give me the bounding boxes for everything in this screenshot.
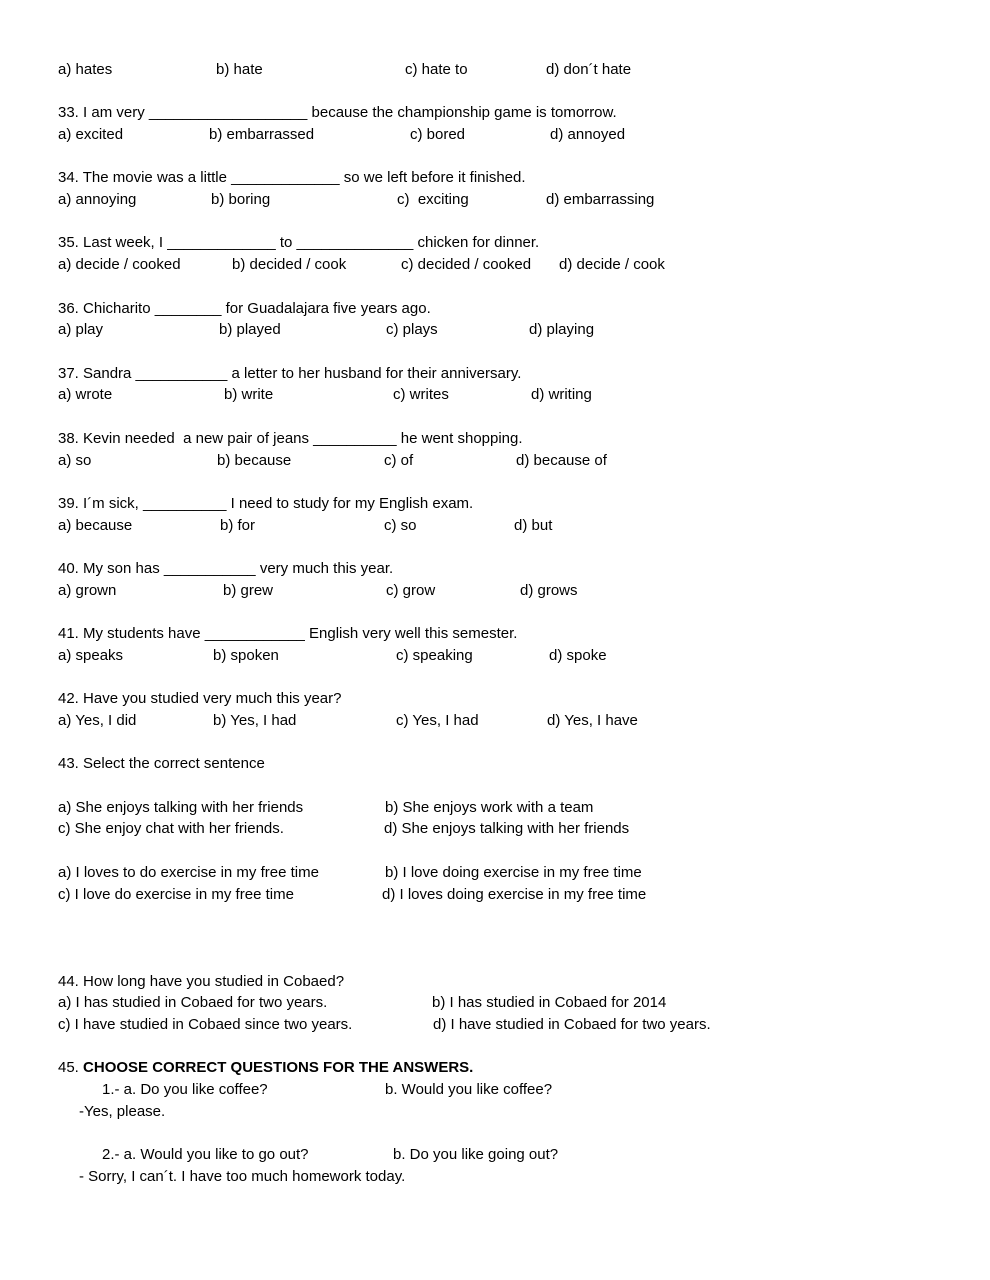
- q35-option-a: a) decide / cooked: [58, 256, 181, 273]
- q41-option-c: c) speaking: [396, 647, 473, 664]
- q41-option-d: d) spoke: [549, 647, 607, 664]
- q39-option-b: b) for: [220, 517, 256, 534]
- q44-option-c: c) I have studied in Cobaed since two years.: [58, 1016, 353, 1033]
- q37-option-a: a) wrote: [58, 386, 113, 403]
- q45-item1-answer: -Yes, please.: [79, 1103, 166, 1120]
- q45-item2-answer: - Sorry, I can´t. I have too much homework today.: [79, 1168, 406, 1185]
- q39-option-c: c) so: [384, 517, 417, 534]
- q42-option-b: b) Yes, I had: [213, 712, 297, 729]
- q36-option-b: b) played: [219, 321, 281, 338]
- q42-option-c: c) Yes, I had: [396, 712, 479, 729]
- q40-option-d: d) grows: [520, 582, 578, 599]
- q40-option-c: c) grow: [386, 582, 436, 599]
- q35-stem: 35. Last week, I _____________ to ______________ chicken for dinner.: [58, 234, 540, 251]
- q33-option-d: d) annoyed: [550, 126, 626, 143]
- q43-set2-option-b: b) I love doing exercise in my free time: [385, 864, 642, 881]
- q36-stem: 36. Chicharito ________ for Guadalajara five years ago.: [58, 300, 431, 317]
- q41-stem: 41. My students have ____________ English very well this semester.: [58, 625, 518, 642]
- q44-option-b: b) I has studied in Cobaed for 2014: [432, 994, 667, 1011]
- q45-item2-option-a: 2.- a. Would you like to go out?: [102, 1146, 309, 1163]
- q38-stem: 38. Kevin needed a new pair of jeans __________ he went shopping.: [58, 430, 523, 447]
- q36-option-a: a) play: [58, 321, 104, 338]
- q38-option-a: a) so: [58, 452, 92, 469]
- q45-number: 45.: [58, 1059, 79, 1076]
- q37-stem: 37. Sandra ___________ a letter to her husband for their anniversary.: [58, 365, 522, 382]
- q44-option-d: d) I have studied in Cobaed for two years.: [433, 1016, 711, 1033]
- q37-option-c: c) writes: [393, 386, 449, 403]
- q41-option-a: a) speaks: [58, 647, 124, 664]
- q35-option-b: b) decided / cook: [232, 256, 347, 273]
- q43-set1-option-d: d) She enjoys talking with her friends: [384, 820, 630, 837]
- q35-option-d: d) decide / cook: [559, 256, 665, 273]
- q39-option-d: d) but: [514, 517, 553, 534]
- q40-option-b: b) grew: [223, 582, 274, 599]
- q45-item2-option-b: b. Do you like going out?: [393, 1146, 559, 1163]
- q40-option-a: a) grown: [58, 582, 117, 599]
- q34-option-a: a) annoying: [58, 191, 137, 208]
- q37-option-b: b) write: [224, 386, 274, 403]
- q35-option-c: c) decided / cooked: [401, 256, 532, 273]
- q41-option-b: b) spoken: [213, 647, 279, 664]
- q32-option-d: d) don´t hate: [546, 61, 632, 78]
- q32-option-c: c) hate to: [405, 61, 468, 78]
- q45-title: CHOOSE CORRECT QUESTIONS FOR THE ANSWERS.: [83, 1059, 474, 1076]
- q40-stem: 40. My son has ___________ very much this year.: [58, 560, 394, 577]
- q45-item1-option-a: 1.- a. Do you like coffee?: [102, 1081, 268, 1098]
- q38-option-b: b) because: [217, 452, 292, 469]
- q42-option-a: a) Yes, I did: [58, 712, 137, 729]
- q37-option-d: d) writing: [531, 386, 592, 403]
- q33-option-b: b) embarrassed: [209, 126, 315, 143]
- q42-stem: 42. Have you studied very much this year?: [58, 690, 342, 707]
- q32-option-b: b) hate: [216, 61, 263, 78]
- q38-option-c: c) of: [384, 452, 414, 469]
- q34-option-c: c) exciting: [397, 191, 469, 208]
- q43-set1-option-a: a) She enjoys talking with her friends: [58, 799, 304, 816]
- q34-option-d: d) embarrassing: [546, 191, 655, 208]
- q34-stem: 34. The movie was a little _____________ so we left before it finished.: [58, 169, 526, 186]
- q34-option-b: b) boring: [211, 191, 271, 208]
- q43-set1-option-b: b) She enjoys work with a team: [385, 799, 594, 816]
- q39-stem: 39. I´m sick, __________ I need to study for my English exam.: [58, 495, 474, 512]
- q43-stem: 43. Select the correct sentence: [58, 755, 265, 772]
- q44-option-a: a) I has studied in Cobaed for two years.: [58, 994, 328, 1011]
- q43-set2-option-d: d) I loves doing exercise in my free time: [382, 886, 647, 903]
- q45-item1-option-b: b. Would you like coffee?: [385, 1081, 553, 1098]
- q32-option-a: a) hates: [58, 61, 113, 78]
- q33-option-c: c) bored: [410, 126, 466, 143]
- q33-option-a: a) excited: [58, 126, 124, 143]
- q45-heading: [58, 1058, 473, 1078]
- q33-stem: 33. I am very ___________________ because the championship game is tomorrow.: [58, 104, 617, 121]
- q42-option-d: d) Yes, I have: [547, 712, 638, 729]
- q38-option-d: d) because of: [516, 452, 607, 469]
- q43-set1-option-c: c) She enjoy chat with her friends.: [58, 820, 284, 837]
- q43-set2-option-c: c) I love do exercise in my free time: [58, 886, 294, 903]
- q36-option-c: c) plays: [386, 321, 438, 338]
- q43-set2-option-a: a) I loves to do exercise in my free time: [58, 864, 319, 881]
- q44-stem: 44. How long have you studied in Cobaed?: [58, 973, 345, 990]
- q39-option-a: a) because: [58, 517, 133, 534]
- q36-option-d: d) playing: [529, 321, 595, 338]
